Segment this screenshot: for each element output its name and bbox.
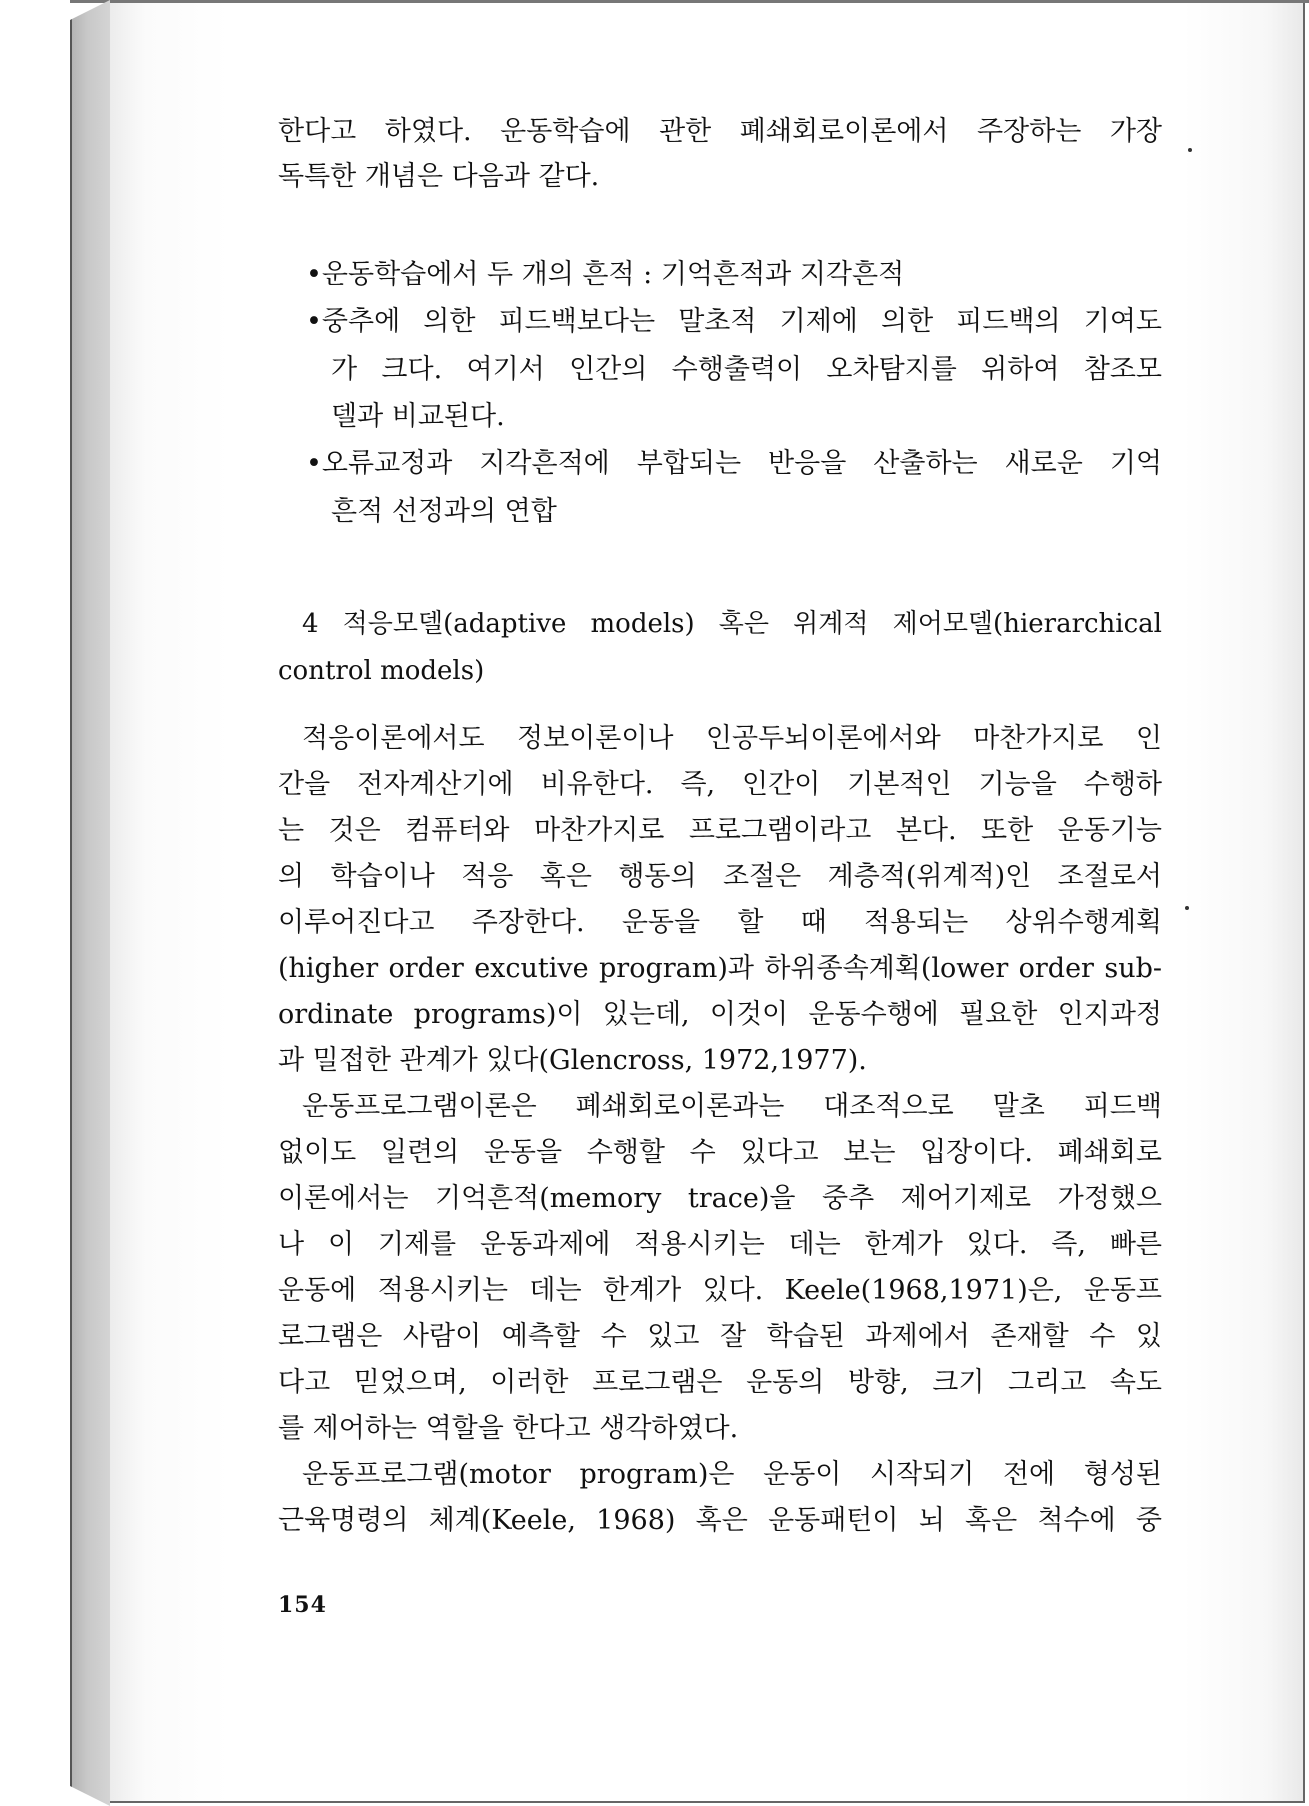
- bullet-item: •오류교정과 지각흔적에 부합되는 반응을 산출하는 새로운 기억: [306, 448, 1162, 479]
- bullet-item-continuation: 가 크다. 여기서 인간의 수행출력이 오차탐지를 위하여 참조모: [331, 354, 1162, 385]
- page-number: 154: [278, 1592, 327, 1618]
- text-line: 근육명령의 체계(Keele, 1968) 혹은 운동패턴이 뇌 혹은 척수에 중: [278, 1505, 1162, 1536]
- text-line: 과 밀접한 관계가 있다(Glencross, 1972,1977).: [278, 1045, 867, 1076]
- text-line: 의 학습이나 적응 혹은 행동의 조절은 계층적(위계적)인 조절로서: [278, 861, 1162, 892]
- text-line: 를 제어하는 역할을 한다고 생각하였다.: [278, 1413, 739, 1444]
- bullet-item-continuation: 델과 비교된다.: [331, 401, 505, 432]
- text-line: 운동프로그램이론은 폐쇄회로이론과는 대조적으로 말초 피드백: [302, 1091, 1162, 1122]
- text-line: 적응이론에서도 정보이론이나 인공두뇌이론에서와 마찬가지로 인: [302, 723, 1162, 754]
- text-line: 다고 믿었으며, 이러한 프로그램은 운동의 방향, 크기 그리고 속도: [278, 1367, 1162, 1398]
- text-line: 독특한 개념은 다음과 같다.: [278, 161, 600, 192]
- text-line: 는 것은 컴퓨터와 마찬가지로 프로그램이라고 본다. 또한 운동기능: [278, 815, 1162, 846]
- book-spine: [70, 0, 110, 1806]
- text-line: 없이도 일련의 운동을 수행할 수 있다고 보는 입장이다. 폐쇄회로: [278, 1137, 1162, 1168]
- text-line: 운동에 적용시키는 데는 한계가 있다. Keele(1968,1971)은, 운동프: [278, 1275, 1162, 1306]
- text-line: 간을 전자계산기에 비유한다. 즉, 인간이 기본적인 기능을 수행하: [278, 769, 1162, 800]
- text-line: 한다고 하였다. 운동학습에 관한 폐쇄회로이론에서 주장하는 가장: [278, 116, 1162, 147]
- scan-speck: [1188, 148, 1192, 152]
- section-heading: 4 적응모델(adaptive models) 혹은 위계적 제어모델(hierarchical: [302, 609, 1162, 639]
- section-heading-continuation: control models): [278, 656, 485, 686]
- text-line: 나 이 기제를 운동과제에 적용시키는 데는 한계가 있다. 즉, 빠른: [278, 1229, 1162, 1260]
- scan-speck: [1185, 906, 1189, 910]
- text-line: 로그램은 사람이 예측할 수 있고 잘 학습된 과제에서 존재할 수 있: [278, 1321, 1162, 1352]
- text-line: ordinate programs)이 있는데, 이것이 운동수행에 필요한 인지과정: [278, 999, 1162, 1030]
- text-line: 이론에서는 기억흔적(memory trace)을 중추 제어기제로 가정했으: [278, 1183, 1162, 1214]
- bullet-item: •중추에 의한 피드백보다는 말초적 기제에 의한 피드백의 기여도: [306, 306, 1162, 337]
- bullet-item-continuation: 흔적 선정과의 연합: [331, 496, 557, 527]
- text-line: 운동프로그램(motor program)은 운동이 시작되기 전에 형성된: [302, 1459, 1162, 1490]
- bullet-item: •운동학습에서 두 개의 흔적 : 기억흔적과 지각흔적: [306, 259, 905, 290]
- text-line: (higher order excutive program)과 하위종속계획(lower order sub-: [278, 953, 1162, 984]
- text-line: 이루어진다고 주장한다. 운동을 할 때 적용되는 상위수행계획: [278, 907, 1162, 938]
